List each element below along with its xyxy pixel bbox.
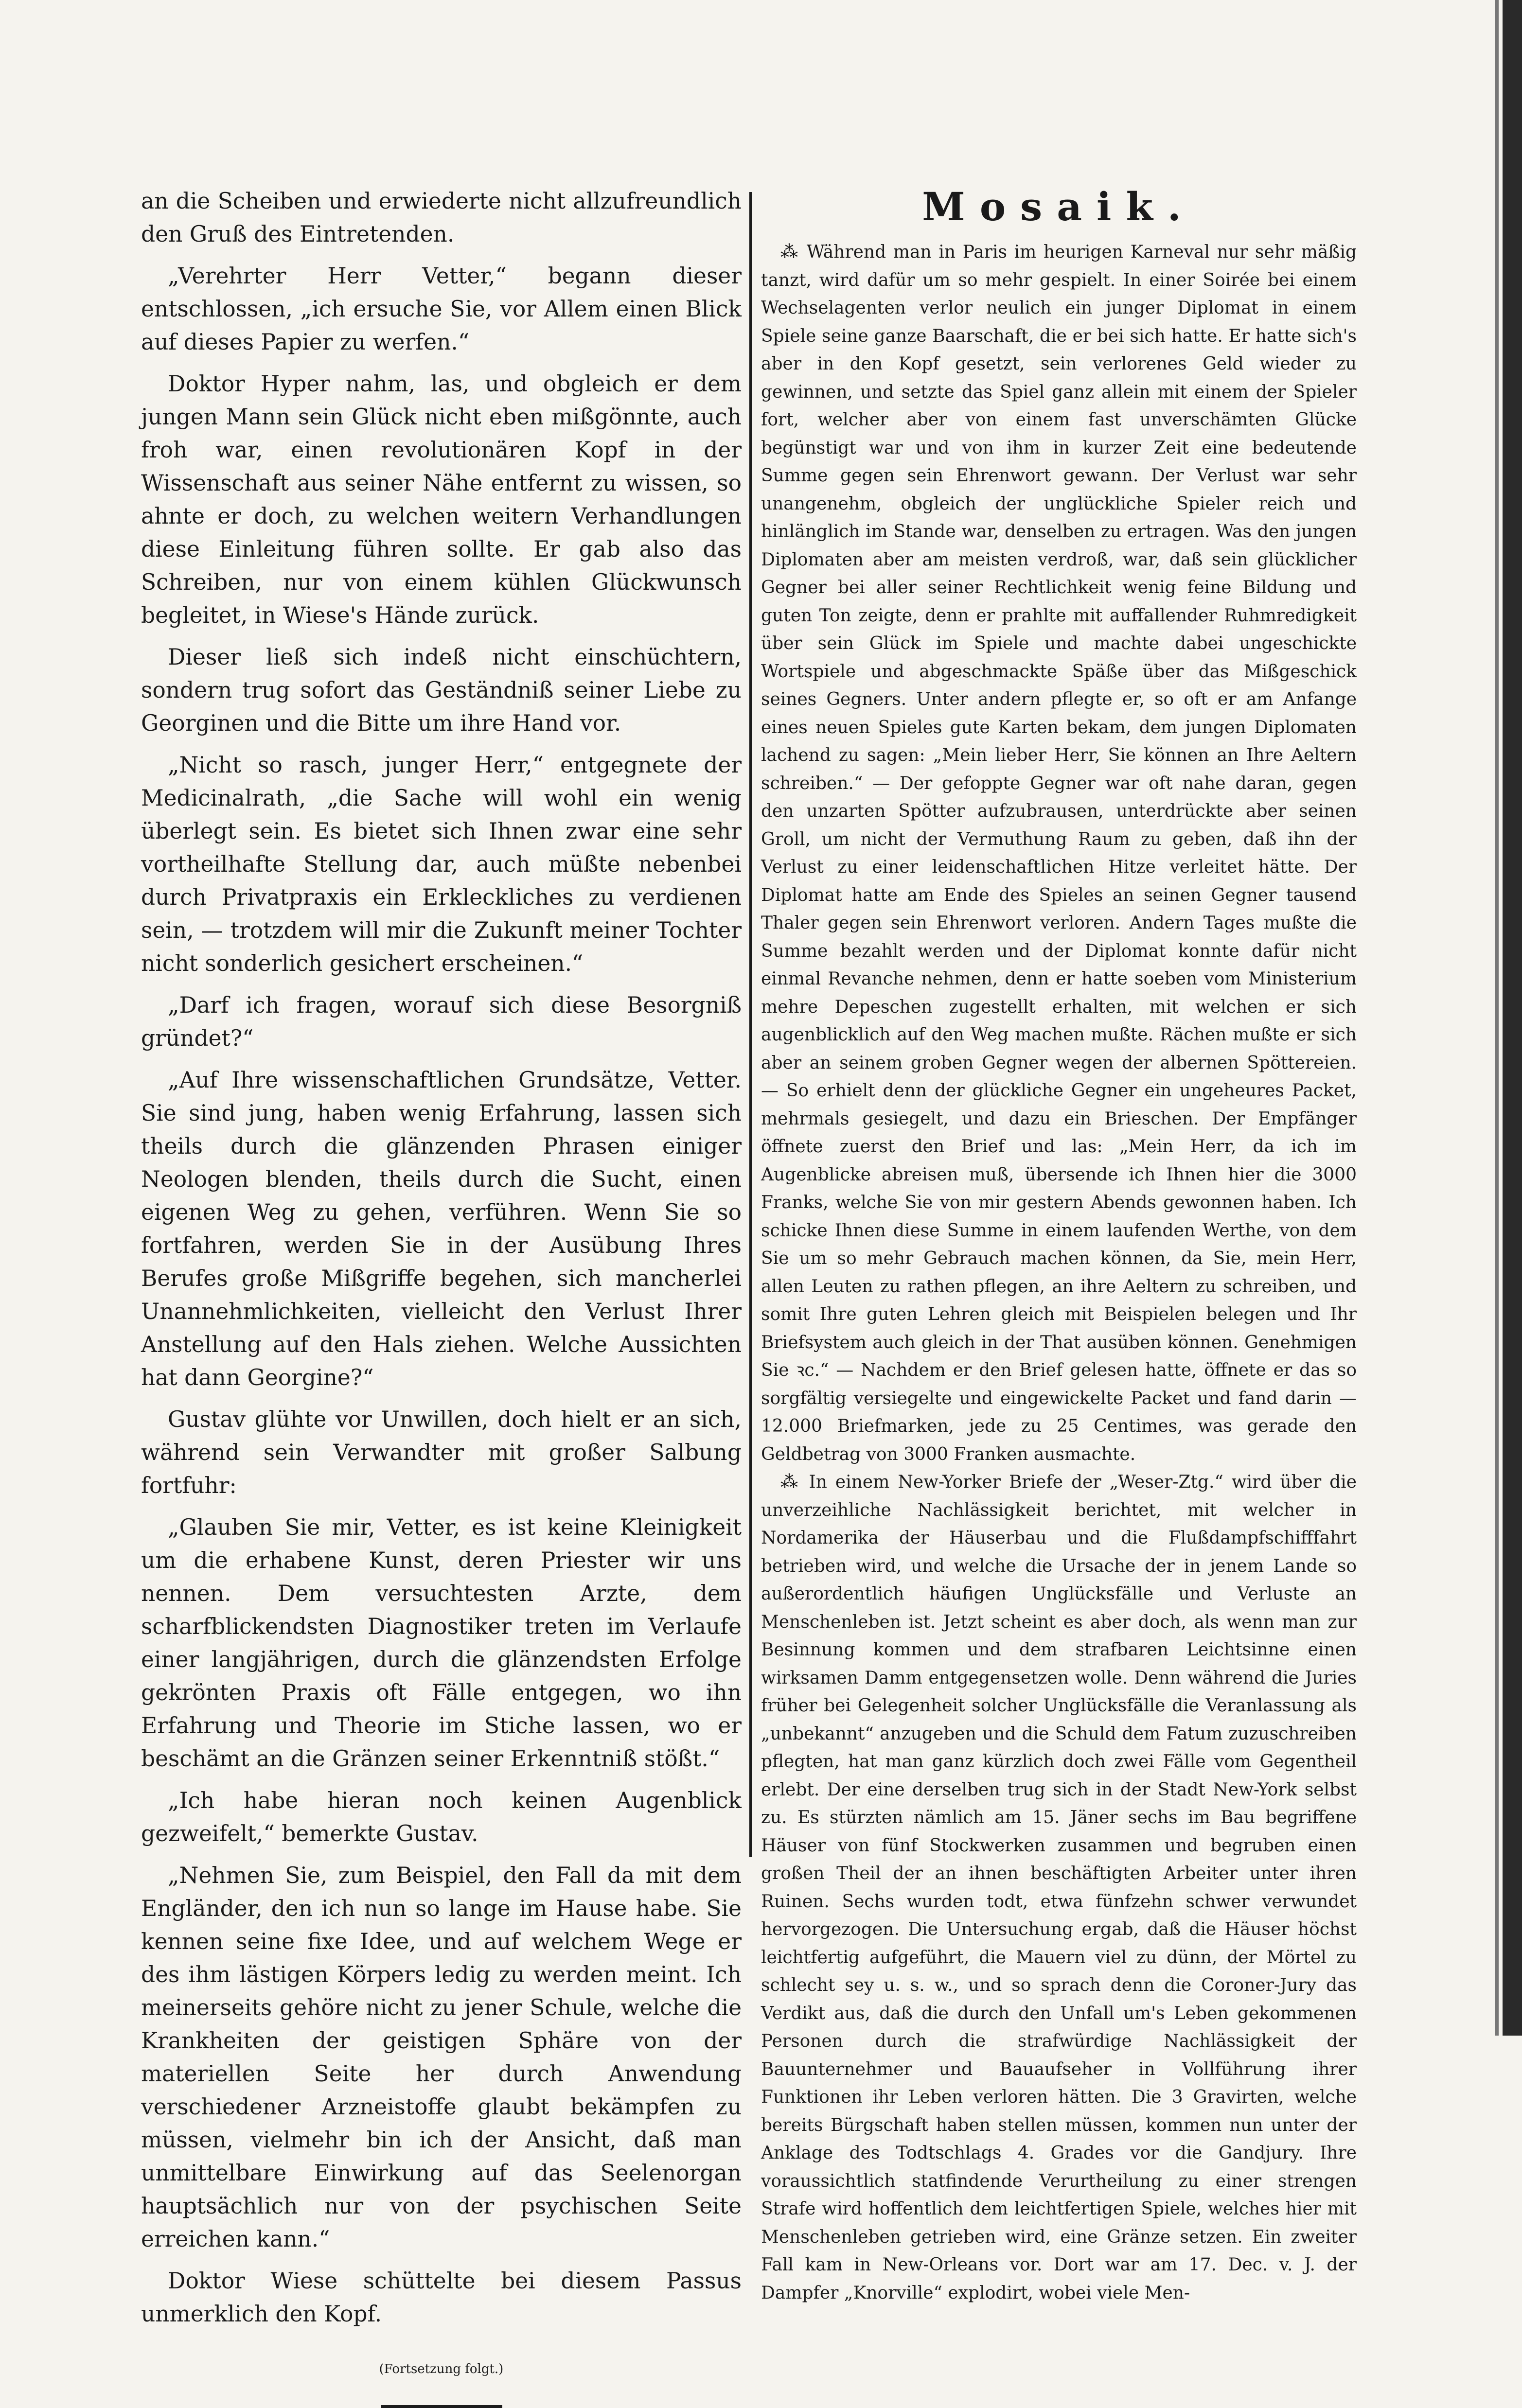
paragraph: Dieser ließ sich indeß nicht einschüchtern, sondern trug sofort das Geständniß seiner Liebe zu Georginen und die Bitte um ihre Hand vor. — [141, 644, 742, 736]
paragraph: „Nicht so rasch, junger Herr,“ entgegnete der Medicinalrath, „die Sache will wohl ein wenig überlegt sein. Es bietet sich Ihnen zwar eine sehr vortheilhafte Stellung dar, auch müßte nebenbei durch Privatpraxis ein Erkleckliches zu verdienen sein, — trotzdem will mir die Zukunft meiner Tochter nicht sonderlich gesichert erscheinen.“ — [141, 752, 742, 976]
paragraph: ⁂ In einem New-Yorker Briefe der „Weser-Ztg.“ wird über die unverzeihliche Nachlässigkeit berichtet, mit welcher in Nordamerika der Häuserbau und die Flußdampfschifffahrt betrieben wird, und welche die Ursache der in jenem Lande so außerordentlich häufigen Unglücksfälle und Verluste an Menschenleben ist. Jetzt scheint es aber doch, als wenn man zur Besinnung kommen und dem strafbaren Leichtsinne einen wirksamen Damm entgegensetzen wolle. Denn während die Juries früher bei Gelegenheit solcher Unglücksfälle die Veranlassung als „unbekannt“ anzugeben und die Schuld dem Fatum zuzuschreiben pflegten, hat man ganz kürzlich doch zwei Fälle vom Gegentheil erlebt. Der eine derselben trug sich in der Stadt New-York selbst zu. Es stürzten nämlich am 15. Jäner sechs im Bau begriffene Häuser von fünf Stockwerken zusammen und begruben einen großen Theil der an ihnen beschäftigten Arbeiter unter ihren Ruinen. Sechs wurden todt, etwa fünfzehn schwer verwundet hervorgezogen. Die Untersuchung ergab, daß die Häuser höchst leichtfertig aufgeführt, die Mauern viel zu dünn, der Mörtel zu schlecht sey u. s. w., und so sprach denn die Coroner-Jury das Verdikt aus, daß die durch den Unfall um's Leben gekommenen Personen durch die strafwürdige Nachlässigkeit der Bauunternehmer und Bauaufseher in Vollführung ihrer Funktionen ihr Leben verloren hätten. Die 3 Gravirten, welche bereits Bürgschaft haben stellen müssen, kommen nun unter der Anklage des Todtschlags 4. Grades vor die Gandjury. Ihre voraussichtlich statfindende Verurtheilung zu einer strengen Strafe wird hoffentlich dem leichtfertigen Spiele, welches hier mit Menschenleben getrieben wird, eine Gränze setzen. Ein zweiter Fall kam in New-Orleans vor. Dort war am 17. Dec. v. J. der Dampfer „Knorville“ explodirt, wobei viele Men- — [761, 1472, 1357, 2303]
continuation-note: (Fortsetzung folgt.) — [379, 2362, 504, 2376]
paragraph: „Glauben Sie mir, Vetter, es ist keine Kleinigkeit um die erhabene Kunst, deren Priester wir uns nennen. Dem versuchtesten Arzte, dem scharfblickendsten Diagnostiker treten im Verlaufe einer langjährigen, durch die glänzendsten Erfolge gekrönten Praxis oft Fälle entgegen, wo ihn Erfahrung und Theorie im Stiche lassen, wo er beschämt an die Gränzen seiner Erkenntniß stößt.“ — [141, 1514, 742, 1772]
left-column — [141, 185, 742, 2408]
paragraph: „Ich habe hieran noch keinen Augenblick gezweifelt,“ bemerkte Gustav. — [141, 1788, 742, 1846]
right-column — [761, 185, 1357, 2307]
paragraph: Doktor Wiese schüttelte bei diesem Passus unmerklich den Kopf. — [141, 2268, 742, 2327]
scan-edge — [1495, 0, 1499, 2036]
column-divider — [749, 192, 752, 1857]
section-heading: Mosaik. — [922, 184, 1196, 229]
paragraph: „Auf Ihre wissenschaftlichen Grundsätze, Vetter. Sie sind jung, haben wenig Erfahrung, lassen sich theils durch die glänzenden Phrasen einiger Neologen blenden, theils durch die Sucht, einen eigenen Weg zu gehen, verführen. Wenn Sie so fortfahren, werden Sie in der Ausübung Ihres Berufes große Mißgriffe begehen, sich mancherlei Unannehmlichkeiten, vielleicht den Verlust Ihrer Anstellung auf den Hals ziehen. Welche Aussichten hat dann Georgine?“ — [141, 1067, 742, 1390]
paragraph: Gustav glühte vor Unwillen, doch hielt er an sich, während sein Verwandter mit großer Salbung fortfuhr: — [141, 1406, 742, 1498]
scan-border — [1503, 0, 1522, 2036]
paragraph: „Nehmen Sie, zum Beispiel, den Fall da mit dem Engländer, den ich nun so lange im Hause habe. Sie kennen seine fixe Idee, und auf welchem Wege er des ihm lästigen Körpers ledig zu werden meint. Ich meinerseits gehöre nicht zu jener Schule, welche die Krankheiten der geistigen Sphäre von der materiellen Seite her durch Anwendung verschiedener Arzneistoffe glaubt bekämpfen zu müssen, vielmehr bin ich der Ansicht, daß man unmittelbare Einwirkung auf das Seelenorgan hauptsächlich nur von der psychischen Seite erreichen kann.“ — [141, 1863, 742, 2252]
end-rule — [381, 2405, 502, 2408]
paragraph: „Darf ich fragen, worauf sich diese Besorgniß gründet?“ — [141, 992, 742, 1051]
paragraph: ⁂ Während man in Paris im heurigen Karneval nur sehr mäßig tanzt, wird dafür um so mehr gespielt. In einer Soirée bei einem Wechselagenten verlor neulich ein junger Diplomat in einem Spiele seine ganze Baarschaft, die er bei sich hatte. Er hatte sich's aber in den Kopf gesetzt, sein verlorenes Geld wieder zu gewinnen, und setzte das Spiel ganz allein mit einem der Spieler fort, welcher aber von einem fast unverschämten Glücke begünstigt war und von ihm in kurzer Zeit eine bedeutende Summe gegen sein Ehrenwort gewann. Der Verlust war sehr unangenehm, obgleich der unglückliche Spieler reich und hinlänglich im Stande war, denselben zu ertragen. Was den jungen Diplomaten aber am meisten verdroß, war, daß sein glücklicher Gegner bei aller seiner Rechtlichkeit wenig feine Bildung und guten Ton zeigte, denn er prahlte mit auffallender Ruhmredigkeit über sein Glück im Spiele und machte dabei ungeschickte Wortspiele und abgeschmackte Späße über das Mißgeschick seines Gegners. Unter andern pflegte er, so oft er am Anfange eines neuen Spieles gute Karten bekam, dem jungen Diplomaten lachend zu sagen: „Mein lieber Herr, Sie können an Ihre Aeltern schreiben.“ — Der gefoppte Gegner war oft nahe daran, gegen den unzarten Spötter aufzubrausen, unterdrückte aber seinen Groll, um nicht der Vermuthung Raum zu geben, daß ihn der Verlust zu einer leidenschaftlichen Hitze verleitet hätte. Der Diplomat hatte am Ende des Spieles an seinen Gegner tausend Thaler gegen sein Ehrenwort verloren. Andern Tages mußte die Summe bezahlt werden und der Diplomat konnte dafür nicht einmal Revanche nehmen, denn er hatte soeben vom Ministerium mehre Depeschen zugestellt erhalten, mit welchen er sich augenblicklich auf den Weg machen mußte. Rächen mußte er sich aber an seinem groben Gegner wegen der albernen Spöttereien. — So erhielt denn der glückliche Gegner ein ungeheures Packet, mehrmals gesiegelt, und dazu ein Brieschen. Der Empfänger öffnete zuerst den Brief und las: „Mein Herr, da ich im Augenblicke abreisen muß, übersende ich Ihnen hier die 3000 Franks, welche Sie von mir gestern Abends gewonnen haben. Ich schicke Ihnen diese Summe in einem laufenden Werthe, von dem Sie um so mehr Gebrauch machen können, da Sie, mein Herr, allen Leuten zu rathen pflegen, an ihre Aeltern zu schreiben, und somit Ihre guten Lehren gleich mit Beispielen belegen und Ihr Briefsystem auch gleich in der That ausüben können. Genehmigen Sie ꝛc.“ — Nachdem er den Brief gelesen hatte, öffnete er das so sorgfältig versiegelte und eingewickelte Packet und fand darin — 12.000 Briefmarken, jede zu 25 Centimes, was gerade den Geldbetrag von 3000 Franken ausmachte. — [761, 242, 1357, 1464]
paragraph: Doktor Hyper nahm, las, und obgleich er dem jungen Mann sein Glück nicht eben mißgönnte, auch froh war, einen revolutionären Kopf in der Wissenschaft aus seiner Nähe entfernt zu wissen, so ahnte er doch, zu welchen weitern Verhandlungen diese Einleitung führen sollte. Er gab also das Schreiben, nur von einem kühlen Glückwunsch begleitet, in Wiese's Hände zurück. — [141, 371, 742, 628]
paragraph: „Verehrter Herr Vetter,“ begann dieser entschlossen, „ich ersuche Sie, vor Allem einen Blick auf dieses Papier zu werfen.“ — [141, 263, 742, 355]
paragraph: an die Scheiben und erwiederte nicht allzufreundlich den Gruß des Eintretenden. — [141, 188, 742, 247]
